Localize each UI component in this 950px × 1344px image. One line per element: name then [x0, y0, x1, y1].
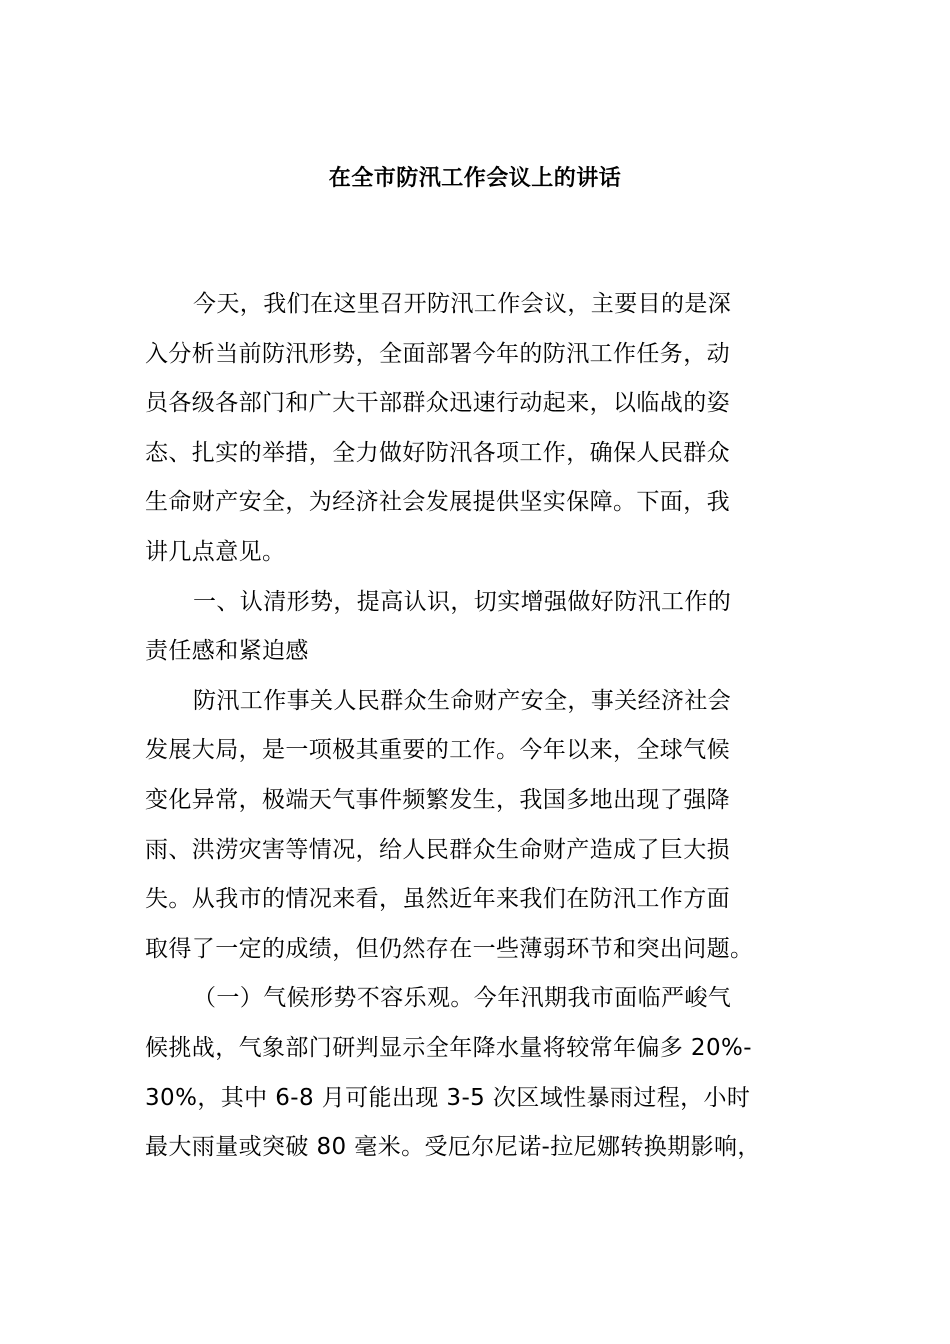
text-line: 讲几点意见。	[145, 538, 286, 565]
text-line: 最大雨量或突破 80 毫米。受厄尔尼诺-拉尼娜转换期影响，	[145, 1134, 761, 1161]
text-line: 30%，其中 6-8 月可能出现 3-5 次区域性暴雨过程，小时	[145, 1084, 751, 1111]
text-line: 失。从我市的情况来看，虽然近年来我们在防汛工作方面	[145, 886, 730, 913]
text-line: 发展大局，是一项极其重要的工作。今年以来，全球气候	[145, 737, 730, 764]
subsection-line: （一）气候形势不容乐观。今年汛期我市面临严峻气	[193, 985, 732, 1012]
text-line: 生命财产安全，为经济社会发展提供坚实保障。下面，我	[145, 489, 730, 516]
text-line: 入分析当前防汛形势，全面部署今年的防汛工作任务，动	[145, 340, 730, 367]
text-line: 取得了一定的成绩，但仍然存在一些薄弱环节和突出问题。	[145, 935, 754, 962]
text-line: 今天，我们在这里召开防汛工作会议，主要目的是深	[193, 291, 732, 317]
document-body	[145, 280, 810, 1173]
text-line: 候挑战，气象部门研判显示全年降水量将较常年偏多 20%-	[145, 1034, 752, 1061]
text-line: 员各级各部门和广大干部群众迅速行动起来，以临战的姿	[145, 390, 730, 417]
text-line: 防汛工作事关人民群众生命财产安全，事关经济社会	[193, 687, 732, 714]
text-line: 态、扎实的举措，全力做好防汛各项工作，确保人民群众	[145, 439, 730, 466]
section-heading-continued: 责任感和紧迫感	[145, 638, 309, 665]
text-line: 雨、洪涝灾害等情况，给人民群众生命财产造成了巨大损	[145, 836, 730, 863]
section-heading: 一、认清形势，提高认识，切实增强做好防汛工作的	[193, 588, 732, 615]
text-line: 变化异常，极端天气事件频繁发生，我国多地出现了强降	[145, 786, 730, 813]
document-title: 在全市防汛工作会议上的讲话	[328, 166, 622, 191]
